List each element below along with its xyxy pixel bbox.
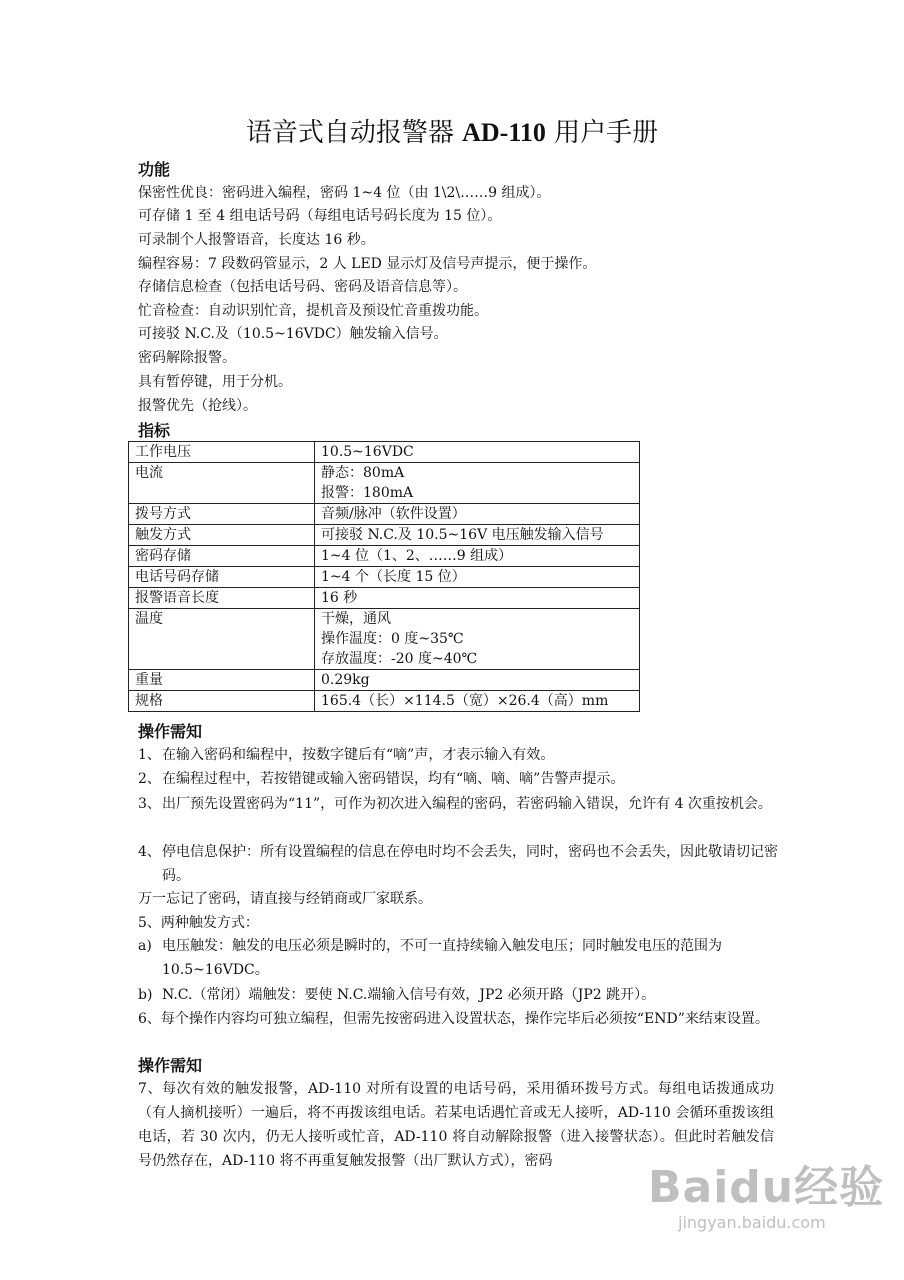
table-row [129, 546, 640, 567]
feature-item: 可存储 1 至 4 组电话号码（每组电话号码长度为 15 位）。 [138, 208, 502, 224]
spec-key: 触发方式 [129, 525, 315, 546]
spec-key: 重量 [129, 670, 315, 691]
note-item: 2、 在编程过程中，若按错键或输入密码错误，均有“嘀、嘀、嘀”告警声提示。 [138, 771, 625, 787]
table-row [129, 691, 640, 712]
table-row [129, 504, 640, 525]
title-suffix: 用户手册 [554, 118, 659, 148]
watermark-url: jingyan.baidu.com [678, 1213, 826, 1232]
spec-key: 电流 [129, 463, 315, 504]
table-row [129, 442, 640, 463]
spec-key: 规格 [129, 691, 315, 712]
spec-value: 干燥，通风 操作温度：0 度~35℃ 存放温度：-20 度~40℃ [315, 609, 640, 670]
note-item: 1、 在输入密码和编程中，按数字键后有“嘀”声，才表示输入有效。 [138, 747, 555, 763]
feature-item: 忙音检查：自动识别忙音，提机音及预设忙音重拨功能。 [138, 303, 488, 319]
feature-item: 编程容易：7 段数码管显示，2 人 LED 显示灯及信号声提示，便于操作。 [138, 256, 597, 272]
spec-value: 1~4 位（1、2、……9 组成） [315, 546, 640, 567]
notes-heading: 操作需知 [138, 722, 203, 741]
trigger-modes-heading: 5、两种触发方式： [138, 915, 259, 931]
spec-value: 0.29kg [315, 670, 640, 691]
spec-key: 报警语音长度 [129, 588, 315, 609]
spec-value: 16 秒 [315, 588, 640, 609]
document-title [0, 116, 904, 150]
feature-item: 保密性优良：密码进入编程，密码 1~4 位（由 1\2\……9 组成）。 [138, 185, 551, 201]
note-item: 4、 停电信息保护：所有设置编程的信息在停电时均不会丢失，同时，密码也不会丢失，因此敬请切记密码。 [138, 844, 778, 884]
table-row [129, 525, 640, 546]
table-row [129, 609, 640, 670]
feature-item: 存储信息检查（包括电话号码、密码及语音信息等）。 [138, 279, 467, 295]
spec-key: 工作电压 [129, 442, 315, 463]
specs-heading: 指标 [138, 421, 171, 440]
baidu-watermark [648, 1162, 885, 1263]
note-item: 7、每次有效的触发报警，AD-110 对所有设置的电话号码，采用循环拨号方式。每组电话拨通成功（有人摘机接听）一遍后，将不再拨该组电话。若某电话遇忙音或无人接听，AD-110 会循环重拨该组电话，若 30 次内，仍无人接听或忙音，AD-110 将自动解除报警（进入接警状态）。但此时若触发信号仍然存在，AD-110 将不再重复触发报警（出厂默认方式），密码 [138, 1081, 774, 1169]
table-row [129, 567, 640, 588]
features-heading: 功能 [138, 160, 171, 179]
watermark-brand: Baidu经验 [648, 1162, 885, 1213]
title-prefix: 语音式自动报警器 [245, 118, 454, 148]
spec-value: 静态：80mA 报警：180mA [315, 463, 640, 504]
feature-item: 密码解除报警。 [138, 350, 236, 366]
note-item: a) 电压触发：触发的电压必须是瞬时的，不可一直持续输入触发电压；同时触发电压的范围为 10.5~16VDC。 [138, 938, 722, 978]
spec-value: 可接驳 N.C.及 10.5~16V 电压触发输入信号 [315, 525, 640, 546]
spec-value: 165.4（长）×114.5（宽）×26.4（高）mm [315, 691, 640, 712]
table-row [129, 670, 640, 691]
title-model: AD-110 [462, 118, 546, 147]
note-item: b) N.C.（常闭）端触发：要使 N.C.端输入信号有效，JP2 必须开路（JP2 跳开）。 [138, 987, 656, 1003]
notes2-heading: 操作需知 [138, 1056, 203, 1075]
feature-item: 可接驳 N.C.及（10.5~16VDC）触发输入信号。 [138, 326, 448, 342]
spec-value: 1~4 个（长度 15 位） [315, 567, 640, 588]
spec-key: 电话号码存储 [129, 567, 315, 588]
spec-value: 10.5~16VDC [315, 442, 640, 463]
table-row [129, 588, 640, 609]
table-row [129, 463, 640, 504]
note-item: 6、每个操作内容均可独立编程，但需先按密码进入设置状态，操作完毕后必须按“END”来结束设置。 [138, 1011, 769, 1027]
spec-key: 温度 [129, 609, 315, 670]
feature-item: 具有暂停键，用于分机。 [138, 374, 292, 390]
note-item: 3、 出厂预先设置密码为“11”，可作为初次进入编程的密码，若密码输入错误，允许有 4 次重按机会。 [138, 796, 772, 812]
forgot-password-note: 万一忘记了密码，请直接与经销商或厂家联系。 [138, 891, 432, 907]
specs-table [128, 441, 640, 712]
spec-key: 拨号方式 [129, 504, 315, 525]
spec-value: 音频/脉冲（软件设置） [315, 504, 640, 525]
feature-item: 可录制个人报警语音，长度达 16 秒。 [138, 232, 375, 248]
spec-key: 密码存储 [129, 546, 315, 567]
feature-item: 报警优先（抢线）。 [138, 398, 257, 414]
